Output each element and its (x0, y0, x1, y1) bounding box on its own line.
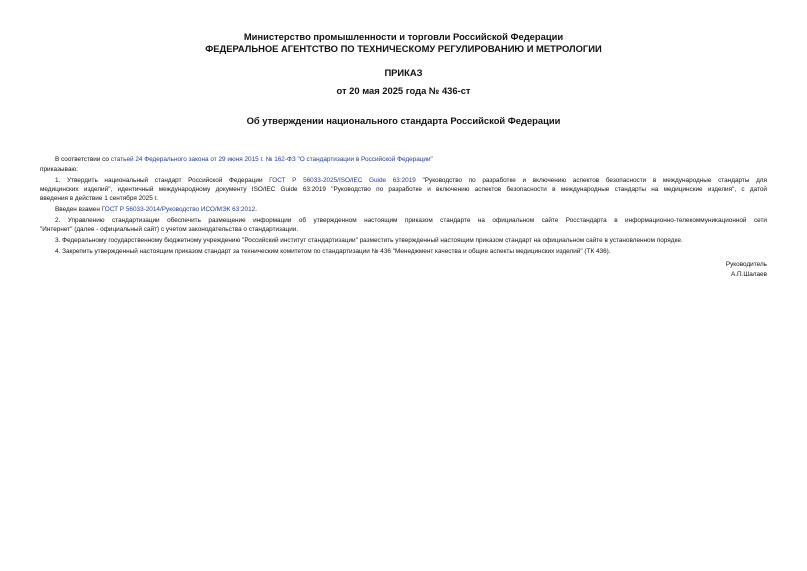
item-3: 3. Федеральному государственному бюджетному учреждению "Российский институт стандартизации" разместить утвержденный настоящим приказом стандарт на официальном сайте в установленном порядке. (55, 237, 683, 244)
item-4: 4. Закрепить утвержденный настоящим приказом стандарт за техническим комитетом по стандартизации № 436 "Менеджмент качества и общие аспекты медицинских изделий" (ТК 436). (55, 248, 611, 255)
document-type: ПРИКАЗ (384, 67, 423, 78)
item-1-line-3: введения в действие 1 сентября 2025 г. (40, 195, 158, 202)
agency-name: ФЕДЕРАЛЬНОЕ АГЕНТСТВО ПО ТЕХНИЧЕСКОМУ РЕГУЛИРОВАНИЮ И МЕТРОЛОГИИ (205, 43, 602, 54)
item-1-rest: "Руководство по разработке и включению аспектов безопасности в международные стандарты для (415, 177, 767, 184)
signature-title: Руководитель (725, 261, 767, 268)
item-2-line-2: "Интернет" (далее - официальный сайт) с учетом законодательства о стандартизации. (40, 226, 299, 233)
item-2-line-1: 2. Управлению стандартизации обеспечить размещение информации об утвержденном настоящим приказом стандарте на официальном сайте Росстандарта в информационно-телекоммуникационной сети (55, 217, 767, 224)
gost-2014-link[interactable]: ГОСТ Р 56033-2014/Руководство ИСО/МЭК 63:2012 (101, 206, 256, 213)
document-date-number: от 20 мая 2025 года № 436-ст (336, 85, 471, 96)
item-1-prefix: 1. Утвердить национальный стандарт Российской Федерации (55, 177, 270, 184)
replaced-suffix: . (255, 206, 257, 213)
replaced-prefix: Введен взамен (55, 206, 102, 213)
document-subject: Об утверждении национального стандарта Российской Федерации (246, 115, 561, 126)
signature-name: А.П.Шалаев (730, 271, 767, 278)
replaced-standard (55, 206, 257, 214)
preamble (55, 156, 433, 164)
federal-law-link[interactable]: статьей 24 Федерального закона от 29 июня 2015 г. № 162-ФЗ "О стандартизации в Российской Федерации" (110, 156, 433, 163)
order-word: приказываю: (40, 166, 78, 173)
item-1-line-2: медицинских изделий", идентичный международному документу ISO/IEC Guide 63:2019 "Руководство по разработке и включению аспектов безопасности в международные стандарты на медицинские изделия", с датой (40, 186, 767, 193)
ministry-name: Министерство промышленности и торговли Российской Федерации (243, 31, 564, 42)
preamble-prefix: В соответствии со (55, 156, 111, 163)
item-1-line-1 (55, 177, 767, 185)
gost-2025-link[interactable]: ГОСТ Р 56033-2025/ISO/IEC Guide 63:2019 (269, 177, 416, 184)
